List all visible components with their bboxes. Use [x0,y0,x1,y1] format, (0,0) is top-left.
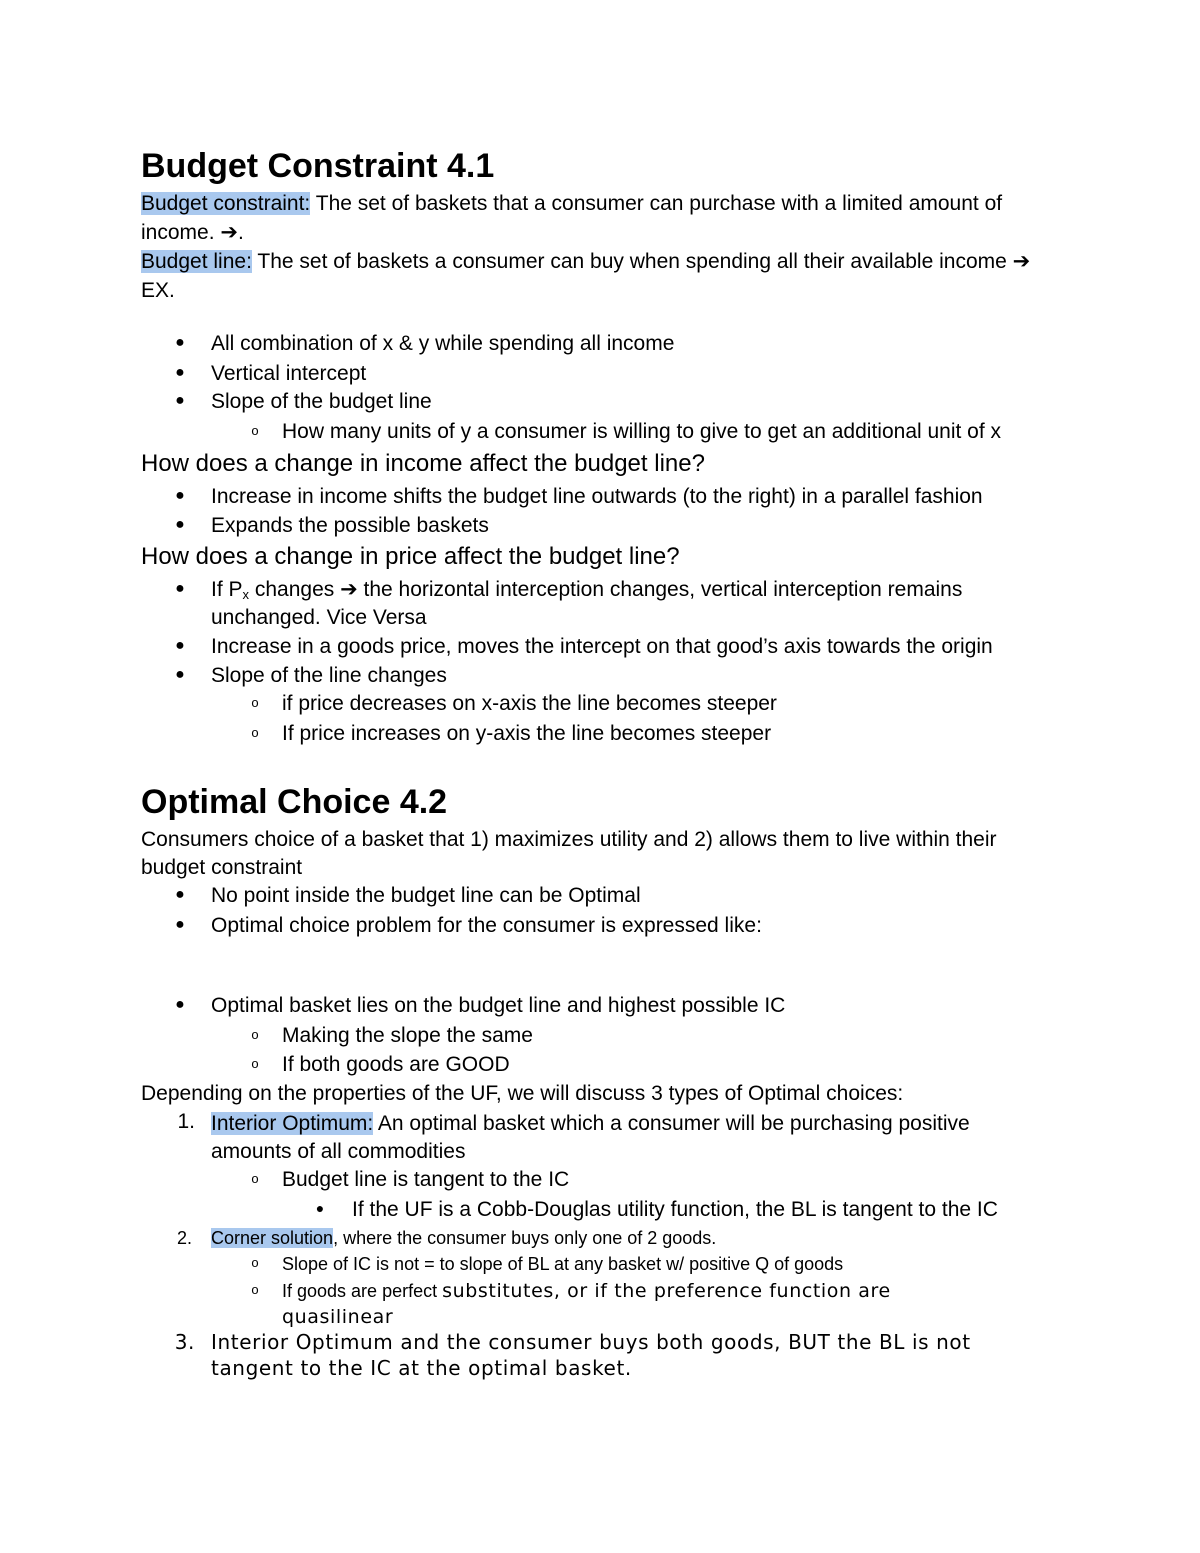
sub-list-item: How many units of y a consumer is willing to give to get an additional unit of x [282,420,1002,443]
list-item: All combination of x & y while spending all income [211,332,675,355]
circle-bullet-icon: o [251,423,259,438]
term-corner-solution: Corner solution [211,1228,334,1248]
sub-list-item: Slope of IC is not = to slope of BL at any basket w/ positive Q of goods [282,1254,844,1274]
list-item: Optimal choice problem for the consumer is expressed like: [211,914,762,937]
circle-bullet-icon: o [251,1282,259,1297]
heading-price-change: How does a change in price affect the budget line? [141,543,680,570]
definition-budget-constraint-cont: income. ➔. [141,221,244,244]
bullet-icon: ● [175,916,185,933]
list-item: Expands the possible baskets [211,514,489,537]
sub-list-item: If price increases on y-axis the line becomes steeper [282,722,772,745]
section-title-budget-constraint: Budget Constraint 4.1 [141,147,495,185]
sub-list-item: Making the slope the same [282,1024,533,1047]
definition-budget-line: Budget line: The set of baskets a consumer can buy when spending all their available income ➔ [141,250,1031,273]
intro-text: Consumers choice of a basket that 1) maximizes utility and 2) allows them to live within their [141,828,997,851]
numbered-item-interior-optimum: Interior Optimum: An optimal basket which a consumer will be purchasing positive [211,1112,970,1135]
bullet-icon: ● [175,996,185,1013]
bullet-icon: ● [175,392,185,409]
list-item: Vertical intercept [211,362,367,385]
list-item: If Px changes ➔ the horizontal interception changes, vertical interception remains [211,578,963,602]
list-item: Increase in a goods price, moves the intercept on that good’s axis towards the origin [211,635,993,658]
list-number: 3. [174,1330,195,1354]
bullet-icon: ● [175,334,185,351]
bullet-icon: ● [175,364,185,381]
list-item: No point inside the budget line can be Optimal [211,884,641,907]
sub-list-item-cont: quasilinear [282,1306,394,1328]
heading-income-change: How does a change in income affect the budget line? [141,450,705,477]
intro-text-cont: budget constraint [141,856,303,879]
sub-list-item: if price decreases on x-axis the line becomes steeper [282,692,777,715]
bullet-icon: ● [175,666,185,683]
numbered-item-cont: amounts of all commodities [211,1140,466,1163]
list-item: Increase in income shifts the budget line outwards (to the right) in a parallel fashion [211,485,983,508]
numbered-item-corner-solution: Corner solution, where the consumer buys only one of 2 goods. [211,1228,717,1248]
circle-bullet-icon: o [251,1027,259,1042]
subscript-x: x [242,587,250,602]
section-title-optimal-choice: Optimal Choice 4.2 [141,783,448,821]
definition-budget-constraint: Budget constraint: The set of baskets that a consumer can purchase with a limited amount of [141,192,1003,215]
bullet-icon: ● [175,487,185,504]
bullet-icon: ● [175,516,185,533]
list-item: Slope of the line changes [211,664,447,687]
list-item-cont: unchanged. Vice Versa [211,606,427,629]
list-number: 2. [176,1228,192,1248]
sub-sub-list-item: If the UF is a Cobb-Douglas utility function, the BL is tangent to the IC [352,1198,998,1221]
numbered-item-interior-optimum-not-tangent: Interior Optimum and the consumer buys both goods, BUT the BL is not [211,1330,971,1354]
numbered-item-cont: tangent to the IC at the optimal basket. [211,1356,632,1380]
term-interior-optimum: Interior Optimum: [211,1112,374,1135]
circle-bullet-icon: o [251,1056,259,1071]
bullet-icon: ● [175,637,185,654]
circle-bullet-icon: o [251,1171,259,1186]
list-item: Optimal basket lies on the budget line and highest possible IC [211,994,786,1017]
bullet-icon: ● [175,580,185,597]
circle-bullet-icon: o [251,695,259,710]
term-budget-line: Budget line: [141,250,252,273]
sub-list-item: If goods are perfect substitutes, or if the preference function are [282,1280,891,1302]
bullet-icon: ● [175,886,185,903]
list-number: 1. [177,1110,195,1133]
term-budget-constraint: Budget constraint: [141,192,311,215]
circle-bullet-icon: o [251,1255,259,1270]
sub-list-item: Budget line is tangent to the IC [282,1168,570,1191]
sub-list-item: If both goods are GOOD [282,1053,510,1076]
definition-budget-line-cont: EX. [141,279,175,302]
types-intro: Depending on the properties of the UF, we will discuss 3 types of Optimal choices: [141,1082,904,1105]
bullet-icon: ● [315,1200,325,1216]
list-item: Slope of the budget line [211,390,432,413]
circle-bullet-icon: o [251,725,259,740]
